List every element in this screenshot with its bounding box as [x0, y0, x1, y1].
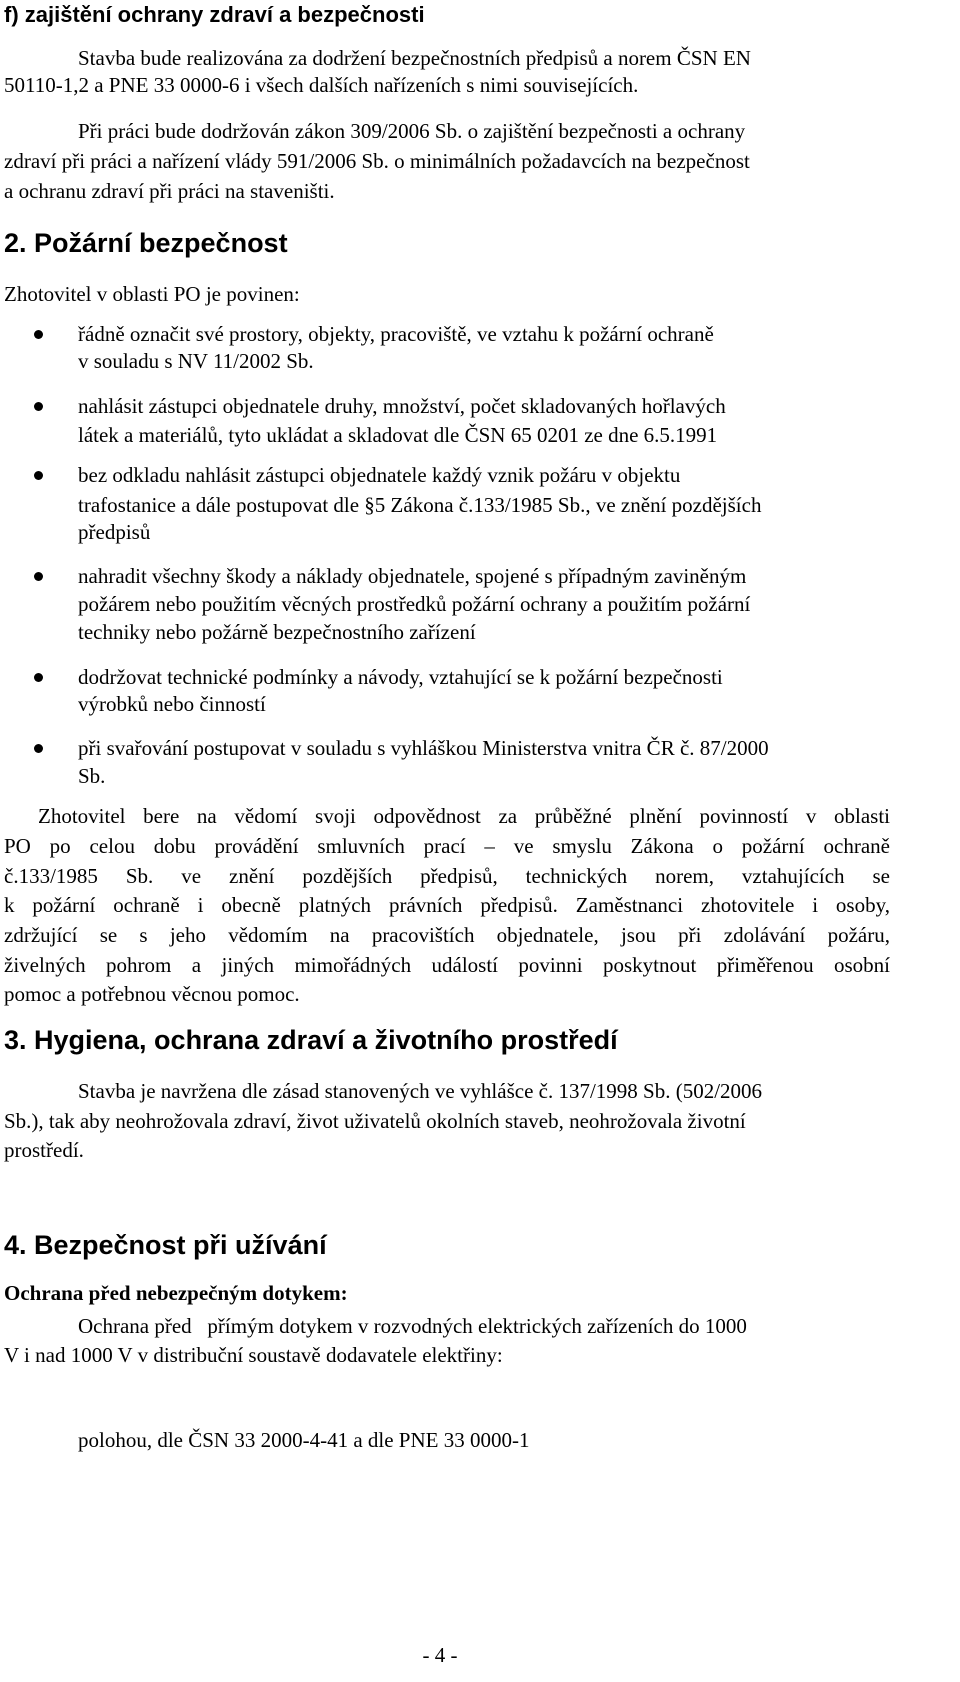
- paragraph-line: PO po celou dobu provádění smluvních prací – ve smyslu Zákona o požární ochraně: [4, 834, 890, 858]
- section-3-heading: 3. Hygiena, ochrana zdraví a životního prostředí: [4, 1025, 618, 1055]
- bullet-marker: [34, 572, 43, 581]
- section-4-line-2: V i nad 1000 V v distribuční soustavě dodavatele elektřiny:: [4, 1343, 503, 1367]
- section-f-p1-line-1: Stavba bude realizována za dodržení bezpečnostních předpisů a norem ČSN EN: [78, 46, 751, 70]
- section-f-p2-line-1: Při práci bude dodržován zákon 309/2006 Sb. o zajištění bezpečnosti a ochrany: [78, 119, 746, 143]
- list-item-line: výrobků nebo činností: [78, 692, 266, 716]
- list-item-line: v souladu s NV 11/2002 Sb.: [78, 349, 314, 373]
- paragraph-line: Zhotovitel bere na vědomí svoji odpovědnost za průběžné plnění povinností v oblasti: [38, 804, 890, 828]
- section-2-intro: Zhotovitel v oblasti PO je povinen:: [4, 282, 300, 306]
- list-item-line: požárem nebo použitím věcných prostředků požární ochrany a použitím požární: [78, 592, 751, 616]
- paragraph-line: k požární ochraně i obecně platných právních předpisů. Zaměstnanci zhotovitele i osoby,: [4, 893, 890, 917]
- section-4-subheading: Ochrana před nebezpečným dotykem:: [4, 1281, 348, 1305]
- paragraph-line: č.133/1985 Sb. ve znění pozdějších předpisů, technických norem, vztahujících se: [4, 864, 890, 888]
- bullet-marker: [34, 471, 43, 480]
- bullet-marker: [34, 673, 43, 682]
- paragraph-line: zdržující se s jeho vědomím na pracovištích objednatele, jsou při zdolávání požáru,: [4, 923, 890, 947]
- bullet-marker: [34, 744, 43, 753]
- section-4-item: polohou, dle ČSN 33 2000-4-41 a dle PNE 33 0000-1: [78, 1428, 530, 1452]
- section-f-heading: f) zajištění ochrany zdraví a bezpečnosti: [4, 2, 425, 27]
- paragraph-line: živelných pohrom a jiných mimořádných událostí povinni poskytnout přiměřenou osobní: [4, 953, 890, 977]
- bullet-marker: [34, 330, 43, 339]
- list-item-line: řádně označit své prostory, objekty, pracoviště, ve vztahu k požární ochraně: [78, 322, 714, 346]
- section-f-p1-line-2: 50110-1,2 a PNE 33 0000-6 i všech dalších nařízeních s nimi souvisejících.: [4, 73, 639, 97]
- section-f-p2-line-3: a ochranu zdraví při práci na staveništi.: [4, 179, 335, 203]
- list-item-line: předpisů: [78, 520, 151, 544]
- list-item-line: trafostanice a dále postupovat dle §5 Zákona č.133/1985 Sb., ve znění pozdějších: [78, 493, 762, 517]
- section-4-heading: 4. Bezpečnost při užívání: [4, 1230, 327, 1260]
- section-3-line-2: Sb.), tak aby neohrožovala zdraví, život uživatelů okolních staveb, neohrožovala životní: [4, 1109, 746, 1133]
- section-4-line-1: Ochrana před přímým dotykem v rozvodných elektrických zařízeních do 1000: [78, 1314, 747, 1338]
- list-item-line: dodržovat technické podmínky a návody, vztahující se k požární bezpečnosti: [78, 665, 723, 689]
- section-f-p2-line-2: zdraví při práci a nařízení vlády 591/2006 Sb. o minimálních požadavcích na bezpečnost: [4, 149, 750, 173]
- section-3-line-1: Stavba je navržena dle zásad stanovených ve vyhlášce č. 137/1998 Sb. (502/2006: [78, 1079, 763, 1103]
- list-item-line: bez odkladu nahlásit zástupci objednatele každý vznik požáru v objektu: [78, 463, 681, 487]
- list-item-line: nahlásit zástupci objednatele druhy, množství, počet skladovaných hořlavých: [78, 394, 726, 418]
- page-number: - 4 -: [422, 1643, 458, 1667]
- list-item-line: při svařování postupovat v souladu s vyhláškou Ministerstva vnitra ČR č. 87/2000: [78, 736, 769, 760]
- section-3-line-3: prostředí.: [4, 1138, 84, 1162]
- bullet-marker: [34, 402, 43, 411]
- list-item-line: nahradit všechny škody a náklady objednatele, spojené s případným zaviněným: [78, 564, 747, 588]
- section-2-heading: 2. Požární bezpečnost: [4, 228, 288, 258]
- list-item-line: Sb.: [78, 764, 106, 788]
- list-item-line: techniky nebo požárně bezpečnostního zařízení: [78, 620, 476, 644]
- paragraph-line: pomoc a potřebnou věcnou pomoc.: [4, 982, 300, 1006]
- list-item-line: látek a materiálů, tyto ukládat a skladovat dle ČSN 65 0201 ze dne 6.5.1991: [78, 423, 718, 447]
